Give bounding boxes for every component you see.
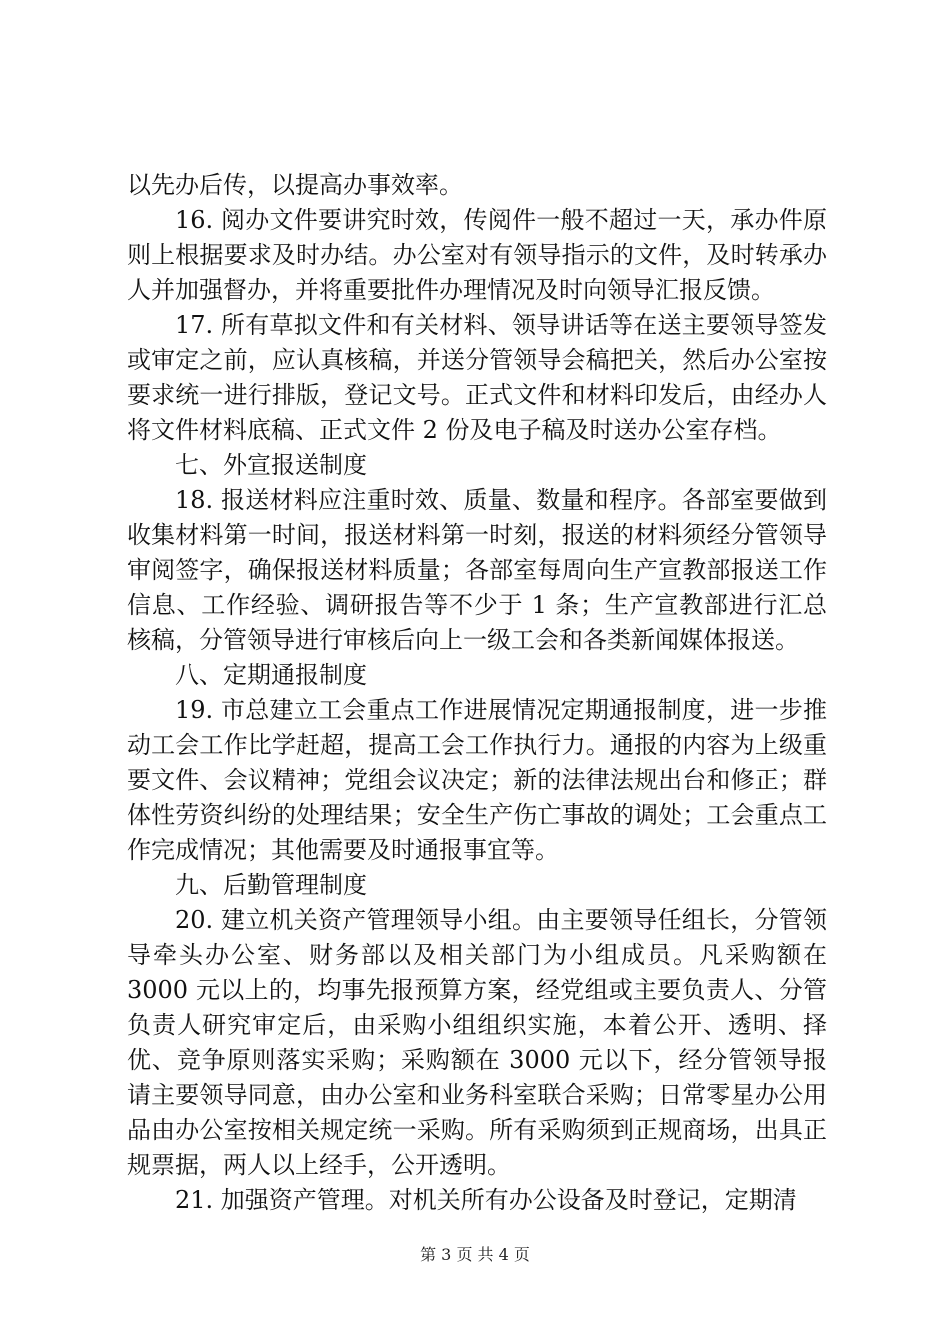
paragraph-0: 以先办后传，以提高办事效率。 (127, 171, 463, 199)
document-body (127, 168, 827, 1218)
paragraph-item-21: 21. 加强资产管理。对机关所有办公设备及时登记，定期清 (175, 1186, 797, 1214)
paragraph-item-20: 20. 建立机关资产管理领导小组。由主要领导任组长，分管领导牵头办公室、财务部以及相关部门为小组成员。凡采购额在 3000 元以上的，均事先报预算方案，经党组或主要负责人、分管负责人研究审定后，由采购小组组织实施，本着公开、透明、择优、竞争原则落实采购；采购额在 3000 元以下，经分管领导报请主要领导同意，由办公室和业务科室联合采购；日常零星办公用品由办公室按相关规定统一采购。所有采购须到正规商场，出具正规票据，两人以上经手，公开透明。 (127, 906, 827, 1179)
paragraph-item-17: 17. 所有草拟文件和有关材料、领导讲话等在送主要领导签发或审定之前，应认真核稿，并送分管领导会稿把关，然后办公室按要求统一进行排版，登记文号。正式文件和材料印发后，由经办人将文件材料底稿、正式文件 2 份及电子稿及时送办公室存档。 (127, 311, 827, 444)
section-heading-8: 八、定期通报制度 (175, 661, 367, 689)
paragraph-item-18: 18. 报送材料应注重时效、质量、数量和程序。各部室要做到收集材料第一时间，报送材料第一时刻，报送的材料须经分管领导审阅签字，确保报送材料质量；各部室每周向生产宣教部报送工作信息、工作经验、调研报告等不少于 1 条；生产宣教部进行汇总核稿，分管领导进行审核后向上一级工会和各类新闻媒体报送。 (127, 486, 827, 654)
paragraph-item-19: 19. 市总建立工会重点工作进展情况定期通报制度，进一步推动工会工作比学赶超，提高工会工作执行力。通报的内容为上级重要文件、会议精神；党组会议决定；新的法律法规出台和修正；群体性劳资纠纷的处理结果；安全生产伤亡事故的调处；工会重点工作完成情况；其他需要及时通报事宜等。 (127, 696, 827, 864)
page-footer: 第 3 页 共 4 页 (420, 1245, 530, 1264)
section-heading-7: 七、外宣报送制度 (175, 451, 367, 479)
paragraph-item-16: 16. 阅办文件要讲究时效，传阅件一般不超过一天，承办件原则上根据要求及时办结。办公室对有领导指示的文件，及时转承办人并加强督办，并将重要批件办理情况及时向领导汇报反馈。 (127, 206, 827, 304)
section-heading-9: 九、后勤管理制度 (175, 871, 367, 899)
